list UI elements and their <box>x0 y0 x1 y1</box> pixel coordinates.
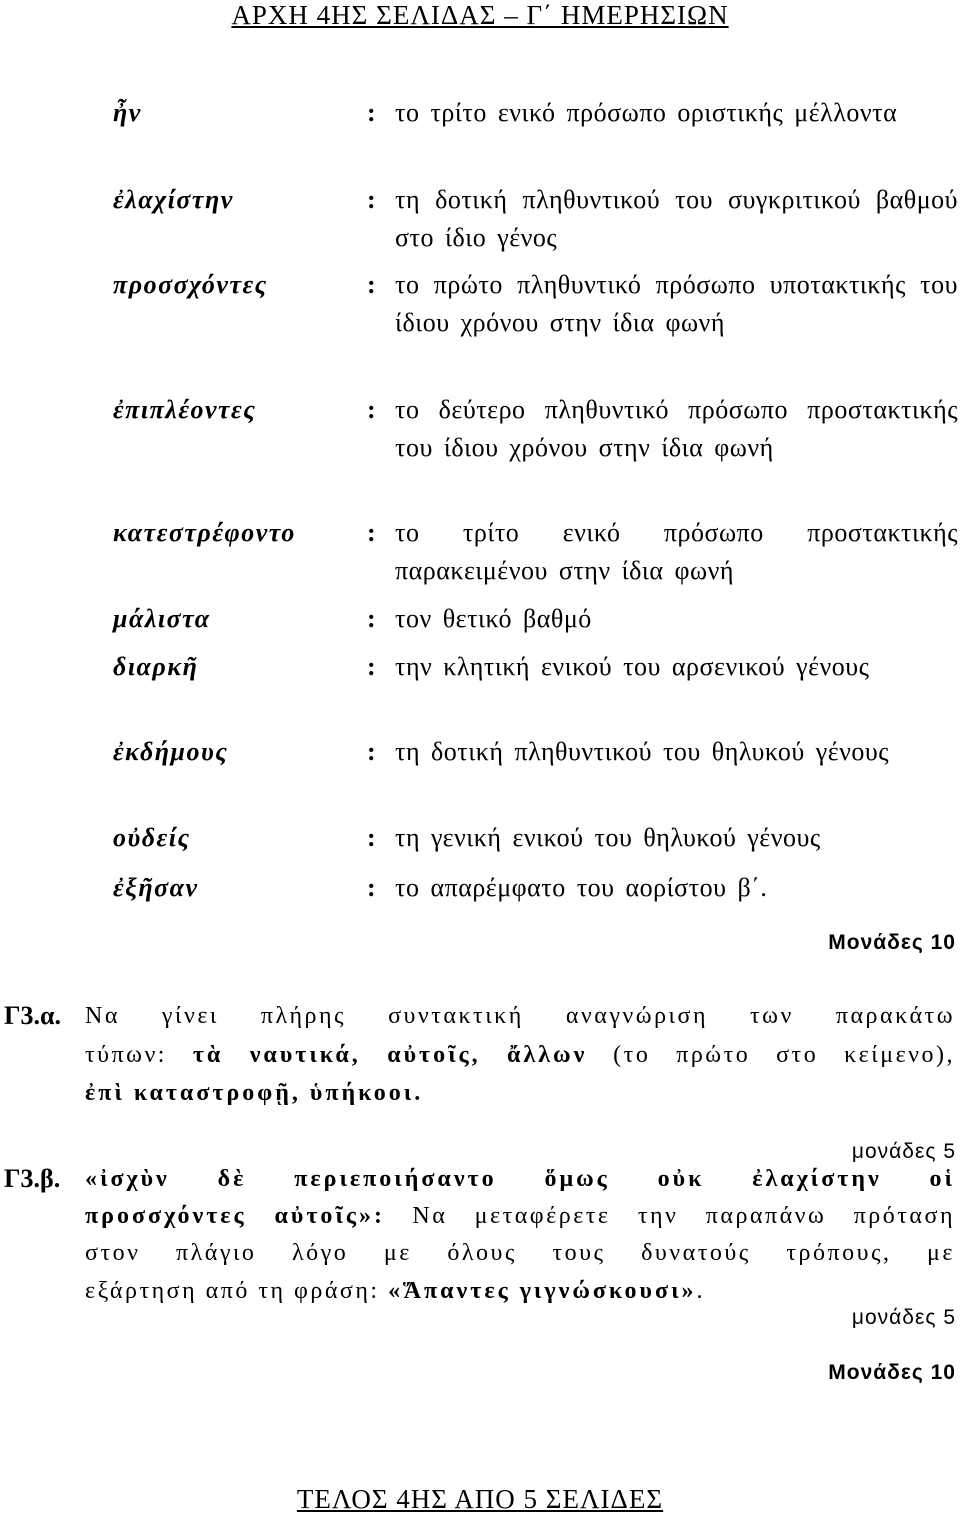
question-line: Να γίνει πλήρης συντακτική αναγνώριση των παρακάτω <box>85 1003 955 1029</box>
entry-term: μάλιστα <box>113 604 211 633</box>
question-line <box>85 1272 955 1310</box>
entry-definition: την κλητική ενικού του αρσενικού γένους <box>395 652 870 681</box>
units-total: Μονάδες 10 <box>828 931 956 954</box>
entry-definition: το τρίτο ενικό πρόσωπο οριστικής μέλλοντα <box>395 98 898 127</box>
entry-term: διαρκῆ <box>113 652 199 681</box>
entry-term: προσσχόντες <box>113 270 268 299</box>
entry-definition: το πρώτο πληθυντικό πρόσωπο υποτακτικής του ίδιου χρόνου στην ίδια φωνή <box>395 270 958 337</box>
entry-definition: τη γενική ενικού του θηλυκού γένους <box>395 823 821 852</box>
entry-definition: τη δοτική πληθυντικού του συγκριτικού βαθμού στο ίδιο γένος <box>395 185 958 252</box>
question-line: στον πλάγιο λόγο με όλους τους δυνατούς τρόπους, με <box>85 1240 955 1266</box>
entry-colon: : <box>367 652 376 681</box>
question-line <box>85 1074 955 1112</box>
units-partial: μονάδες 5 <box>851 1306 956 1329</box>
entry-colon: : <box>367 873 376 902</box>
entry-term: οὐδείς <box>113 823 191 852</box>
greek-forms: τὰ ναυτικά, αὐτοῖς, ἄλλων <box>192 1042 588 1068</box>
question-line <box>85 1036 955 1074</box>
entry-colon: : <box>367 395 376 424</box>
entry-colon: : <box>367 185 376 214</box>
question-line <box>85 1197 955 1235</box>
entry-definition: το τρίτο ενικό πρόσωπο προστακτικής παρακειμένου στην ίδια φωνή <box>395 518 958 585</box>
entry-colon: : <box>367 604 376 633</box>
entry-term: ἐξῆσαν <box>113 873 199 902</box>
question-text: . <box>696 1278 706 1304</box>
question-text: τύπων: <box>85 1042 193 1068</box>
entry-colon: : <box>367 737 376 766</box>
entry-colon: : <box>367 823 376 852</box>
entry-colon: : <box>367 270 376 299</box>
question-label: Γ3.β. <box>4 1164 61 1193</box>
units-partial: μονάδες 5 <box>851 1140 956 1163</box>
entry-term: ἦν <box>113 98 142 127</box>
entry-definition: το δεύτερο πληθυντικό πρόσωπο προστακτικής του ίδιου χρόνου στην ίδια φωνή <box>395 395 958 462</box>
entry-term: ἐκδήμους <box>113 737 229 766</box>
entry-definition: τη δοτική πληθυντικού του θηλυκού γένους <box>395 737 890 766</box>
greek-phrase: «Ἅπαντες γιγνώσκουσι» <box>388 1278 697 1304</box>
greek-forms: ἐπὶ καταστροφῇ, ὑπήκοοι. <box>85 1080 424 1106</box>
entry-term: ἐπιπλέοντες <box>113 395 257 424</box>
entry-term: ἐλαχίστην <box>113 185 234 214</box>
question-text: Να μεταφέρετε την παραπάνω πρόταση <box>385 1203 955 1229</box>
units-total: Μονάδες 10 <box>828 1361 956 1384</box>
question-label: Γ3.α. <box>4 1001 62 1030</box>
greek-sentence: «ἰσχὺν δὲ περιεποιήσαντο ὅμως οὐκ ἐλαχίστην οἱ <box>85 1166 955 1192</box>
question-line <box>85 1160 955 1198</box>
question-text: (το πρώτο στο κείμενο), <box>587 1042 956 1068</box>
entry-term: κατεστρέφοντο <box>113 518 296 547</box>
page-footer: ΤΕΛΟΣ 4ΗΣ ΑΠΟ 5 ΣΕΛΙΔΕΣ <box>296 1484 664 1514</box>
entry-definition: το απαρέμφατο του αορίστου β΄. <box>395 873 768 902</box>
entry-definition: τον θετικό βαθμό <box>395 604 592 633</box>
question-text: εξάρτηση από τη φράση: <box>85 1278 389 1304</box>
page-header: ΑΡΧΗ 4ΗΣ ΣΕΛΙΔΑΣ – Γ΄ ΗΜΕΡΗΣΙΩΝ <box>231 0 729 30</box>
entry-colon: : <box>367 518 376 547</box>
greek-sentence: προσσχόντες αὐτοῖς»: <box>85 1203 385 1229</box>
entry-colon: : <box>367 98 376 127</box>
